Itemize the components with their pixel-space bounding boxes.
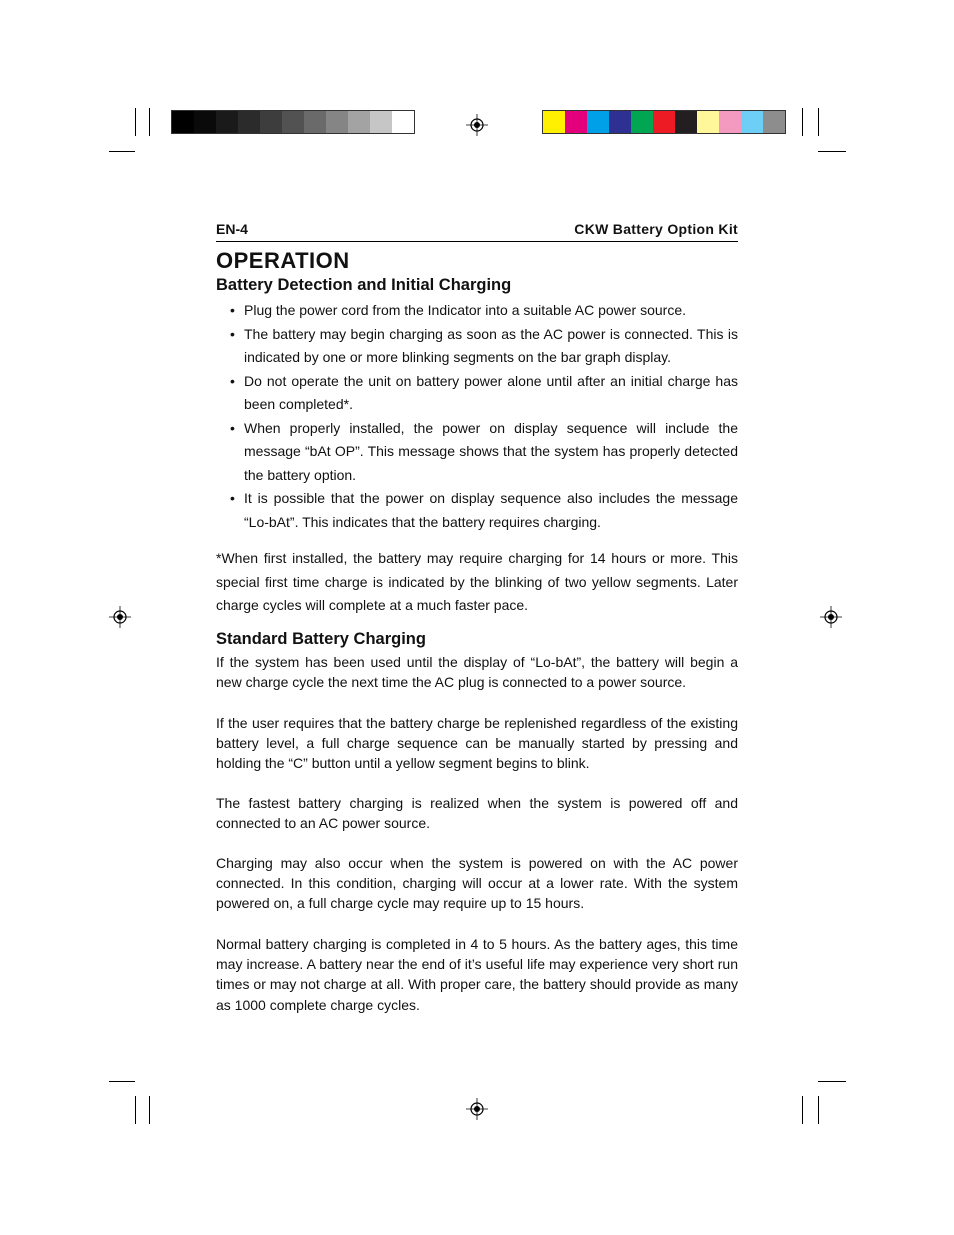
color-swatch — [304, 111, 326, 133]
crop-mark — [818, 151, 846, 152]
color-swatch — [675, 111, 697, 133]
running-header — [216, 221, 738, 242]
color-swatch — [719, 111, 741, 133]
body-paragraph: Normal battery charging is completed in 4 to 5 hours. As the battery ages, this time may increase. A battery near the end of it’s useful life may experience very short run times or may not charge at all. With proper care, the battery should provide as many as 1000 complete charge cycles. — [216, 936, 738, 1013]
crop-mark — [818, 1096, 819, 1124]
detection-bullet-list — [226, 299, 738, 534]
crop-mark — [818, 108, 819, 136]
registration-mark-icon — [109, 606, 131, 628]
color-swatch — [587, 111, 609, 133]
registration-mark-icon — [466, 114, 488, 136]
body-paragraph: If the user requires that the battery charge be replenished regardless of the existing battery level, a full charge sequence can be manually started by pressing and holding the “C” button until a yellow segment begins to blink. — [216, 715, 738, 772]
color-swatch — [609, 111, 631, 133]
list-item: • The battery may begin charging as soon as the AC power is connected. This is indicated by one or more blinking segments on the bar graph display. — [226, 323, 738, 370]
color-swatch — [763, 111, 785, 133]
color-swatch — [697, 111, 719, 133]
color-swatch — [392, 111, 414, 133]
body-paragraph: The fastest battery charging is realized when the system is powered off and connected to an AC power source. — [216, 795, 738, 832]
crop-mark — [109, 151, 135, 152]
color-swatch — [543, 111, 565, 133]
color-swatch — [348, 111, 370, 133]
color-swatch — [216, 111, 238, 133]
crop-mark — [109, 1081, 135, 1082]
color-swatch — [172, 111, 194, 133]
footnote-paragraph: *When first installed, the battery may require charging for 14 hours or more. This special first time charge is indicated by the blinking of two yellow segments. Later charge cycles will complete at a much faster pace. — [216, 550, 738, 613]
detection-heading: Battery Detection and Initial Charging — [216, 276, 512, 294]
color-swatch — [741, 111, 763, 133]
page-number: EN-4 — [216, 221, 248, 237]
color-swatch — [565, 111, 587, 133]
section-title: OPERATION — [216, 248, 350, 273]
color-swatch — [631, 111, 653, 133]
body-paragraph: If the system has been used until the display of “Lo-bAt”, the battery will begin a new charge cycle the next time the AC plug is connected to a power source. — [216, 654, 738, 691]
list-item: • Plug the power cord from the Indicator into a suitable AC power source. — [226, 299, 738, 323]
grayscale-bar — [171, 110, 415, 134]
color-swatch — [238, 111, 260, 133]
color-swatch — [194, 111, 216, 133]
list-item: • Do not operate the unit on battery power alone until after an initial charge has been completed*. — [226, 370, 738, 417]
color-swatch — [326, 111, 348, 133]
list-item: • It is possible that the power on display sequence also includes the message “Lo-bAt”. This indicates that the battery requires charging. — [226, 487, 738, 534]
crop-mark — [135, 108, 136, 136]
crop-mark — [149, 1096, 150, 1124]
crop-mark — [149, 108, 150, 136]
registration-mark-icon — [820, 606, 842, 628]
color-swatch — [282, 111, 304, 133]
color-swatch — [370, 111, 392, 133]
color-bar — [542, 110, 786, 134]
crop-mark — [135, 1096, 136, 1124]
color-swatch — [653, 111, 675, 133]
body-paragraph: Charging may also occur when the system is powered on with the AC power connected. In this condition, charging will occur at a lower rate. With the system powered on, a full charge cycle may require up to 15 hours. — [216, 855, 738, 912]
list-item: • When properly installed, the power on display sequence will include the message “bAt OP”. This message shows that the system has properly detected the battery option. — [226, 417, 738, 488]
registration-mark-icon — [466, 1098, 488, 1120]
crop-mark — [802, 108, 803, 136]
color-swatch — [260, 111, 282, 133]
standard-heading: Standard Battery Charging — [216, 630, 426, 648]
crop-mark — [802, 1096, 803, 1124]
crop-mark — [818, 1081, 846, 1082]
document-title: CKW Battery Option Kit — [574, 221, 738, 237]
